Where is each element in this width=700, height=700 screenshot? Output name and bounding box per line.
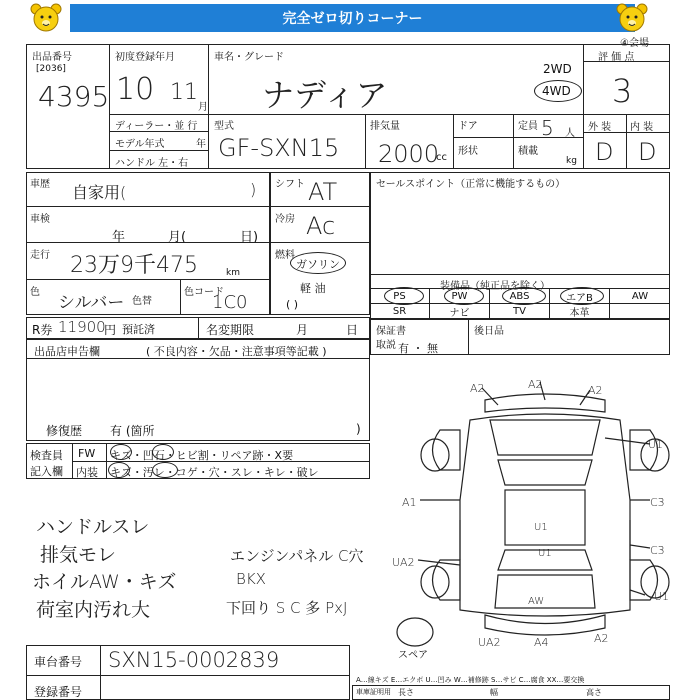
damage-mark: A2 <box>528 378 543 391</box>
car-damage-diagram <box>380 360 680 660</box>
spare-label: スペア <box>398 650 428 661</box>
damage-mark: A2 <box>470 382 485 395</box>
report-note: ( 不良内容・欠品・注意事項等記載 ) <box>146 345 327 358</box>
name-change-month: 月 <box>296 323 309 337</box>
seats-value: 5 <box>541 116 554 140</box>
left-bear-icon <box>26 2 66 36</box>
inspect-label: 車検 <box>30 214 50 225</box>
fw-mark-dent <box>152 444 174 460</box>
color-code-label: 色コード <box>184 287 224 298</box>
shift-label: シフト <box>275 179 305 190</box>
damage-mark: A1 <box>402 496 417 509</box>
fuel-paren: ( ) <box>286 298 299 311</box>
load-unit: kg <box>566 156 577 166</box>
warranty-value: 有 ・ 無 <box>398 342 438 355</box>
cat-value: 自家用( <box>72 183 127 202</box>
color-label: 色 <box>30 287 40 298</box>
model-year-unit: 年 <box>196 139 206 150</box>
int-mark-dirt <box>152 462 178 478</box>
equip-item: エアB <box>550 289 610 303</box>
mileage-unit: km <box>226 268 240 278</box>
height-label: 高さ <box>586 688 602 697</box>
chassis-value: SXN15-0002839 <box>108 648 280 672</box>
equip-item: AW <box>631 290 649 302</box>
cert-label: 車庫証明用 <box>356 688 391 696</box>
inspector-label: 検査員 <box>30 449 63 462</box>
damage-mark: UA2 <box>478 636 501 649</box>
note-line-3: ホイルAW・キズ <box>32 571 177 593</box>
damage-mark: A2 <box>594 632 609 645</box>
inspect-day: 日) <box>240 230 259 245</box>
damage-mark: U1 <box>654 590 670 603</box>
equip-item: 本革 <box>550 304 610 319</box>
name-change-day: 日 <box>346 323 359 337</box>
damage-legend: A…線キズ E…エクボ U…凹み W…補修跡 S…サビ C…腐食 XX…要交換 <box>356 676 585 684</box>
model-year-label: モデル年式 <box>115 139 165 150</box>
color-change-label: 色替 <box>132 296 152 307</box>
int-mark-scratch <box>108 462 130 478</box>
mileage-value: 23万9千475 <box>70 253 198 278</box>
int-label: 内 装 <box>630 122 654 133</box>
drive-2wd: 2WD <box>543 62 572 76</box>
name-label: 車名・グレード <box>214 52 284 63</box>
ext-value: D <box>595 138 614 166</box>
reg-number-label: 登録番号 <box>34 685 83 699</box>
type-label: 型式 <box>214 121 234 132</box>
banner-title: 完全ゼロ切りコーナー <box>70 4 635 32</box>
color-value: シルバー <box>58 293 125 313</box>
right-bear-icon <box>612 2 652 36</box>
equip-mark-airbag <box>560 287 604 305</box>
reg-year: 10 <box>116 72 155 107</box>
note-right-3: BKX <box>236 570 266 588</box>
equip-item: TV <box>490 304 550 319</box>
type-value: GF-SXN15 <box>218 134 340 162</box>
ac-value: Ac <box>306 212 336 240</box>
equip-item: ABS <box>490 289 550 303</box>
repair-value: 有 (箇所 <box>110 424 155 438</box>
fw-items: キズ・凹石・ヒビ割・リペア跡・X要 <box>110 449 294 462</box>
corner-note: ④会場 <box>620 38 649 49</box>
eval-value: 3 <box>612 72 633 110</box>
damage-mark: U1 <box>648 438 664 451</box>
dealer-label: ディーラー・並 行 <box>115 121 198 132</box>
fuel-label: 燃料 <box>275 250 295 261</box>
reg-year-label: 初度登録年月 <box>115 52 175 63</box>
damage-mark: C3 <box>650 496 665 509</box>
fuel-light: 軽 油 <box>300 282 326 295</box>
ext-label: 外 装 <box>588 122 612 133</box>
report-label: 出品店申告欄 <box>34 345 100 358</box>
cat-label: 車歴 <box>30 179 50 190</box>
aftersales-label: 後日品 <box>474 326 504 337</box>
note-line-2: 排気モレ <box>40 544 117 566</box>
lot-number: 4395 <box>38 80 110 113</box>
mileage-label: 走行 <box>30 250 50 261</box>
damage-mark: C3 <box>650 544 665 557</box>
warranty-label: 保証書 <box>376 326 406 337</box>
recycle-unit: 円 <box>104 323 117 337</box>
lot-label: 出品番号 <box>32 52 72 63</box>
equip-item: PW <box>430 289 490 303</box>
int-items: キズ・汚レ・コゲ・穴・スレ・キレ・破レ <box>110 466 319 479</box>
reg-month: 11 <box>170 80 198 105</box>
length-label: 長さ <box>398 688 414 697</box>
recycle-value: 11900 <box>58 318 106 336</box>
note-right-4: 下回り S C 多 PxJ <box>226 599 348 617</box>
recycle-status: 預託済 <box>122 323 155 336</box>
damage-mark: UA2 <box>392 556 415 569</box>
seats-unit: 人 <box>565 128 575 139</box>
sales-label: セールスポイント（正常に機能するもの） <box>376 179 566 190</box>
inspect-year: 年 <box>112 230 126 245</box>
equip-mark-abs <box>502 287 546 305</box>
repair-close: ) <box>356 422 361 436</box>
fw-mark-scratch <box>110 444 132 460</box>
equip-item: ナビ <box>430 304 490 319</box>
equip-item <box>610 304 670 319</box>
equip-item: SR <box>370 304 430 319</box>
reg-month-unit: 月 <box>198 102 208 113</box>
lot-sub: [2036] <box>36 64 66 74</box>
note-right-2: エンジンパネル C穴 <box>230 547 364 565</box>
equip-mark-pw <box>444 287 484 305</box>
int-check-label: 内装 <box>76 466 98 479</box>
color-code-value: 1C0 <box>212 292 248 313</box>
recycle-label: R券 <box>32 323 53 337</box>
door-label: ドア <box>458 121 478 132</box>
ac-label: 冷房 <box>275 214 295 225</box>
equip-label: 装備品（純正品を除く） <box>440 281 550 292</box>
disp-label: 排気量 <box>370 121 400 132</box>
drive-4wd: 4WD <box>542 84 571 98</box>
shape-label: 形状 <box>458 146 478 157</box>
equip-mark-ps <box>384 287 424 305</box>
damage-mark: A4 <box>534 636 549 649</box>
entry-label: 記入欄 <box>30 465 63 478</box>
note-line-1: ハンドルスレ <box>36 516 150 538</box>
fuel-value: ガソリン <box>296 258 340 271</box>
car-name: ナディア <box>262 76 388 114</box>
note-line-4: 荷室内汚れ大 <box>36 599 151 621</box>
name-change-label: 名変期限 <box>206 323 255 337</box>
manual-label: 取説 <box>376 340 396 351</box>
int-value: D <box>638 138 657 166</box>
inspect-month: 月( <box>168 230 187 245</box>
equip-item: PS <box>370 289 430 303</box>
damage-mark: AW <box>528 596 545 607</box>
eval-label: 評 価 点 <box>598 52 635 63</box>
width-label: 幅 <box>490 688 498 697</box>
disp-unit: cc <box>436 152 447 163</box>
seats-label: 定員 <box>518 121 538 132</box>
damage-mark: U1 <box>534 522 548 533</box>
disp-value: 2000 <box>378 140 440 168</box>
damage-mark: A2 <box>588 384 603 397</box>
repair-label: 修復歴 <box>46 424 83 438</box>
load-label: 積載 <box>518 146 538 157</box>
chassis-label: 車台番号 <box>34 655 83 669</box>
cat-close: ) <box>250 180 257 199</box>
handle-label: ハンドル 左・右 <box>115 158 189 169</box>
fw-label: FW <box>78 447 96 460</box>
damage-mark: U1 <box>538 548 552 559</box>
shift-value: AT <box>308 178 338 206</box>
